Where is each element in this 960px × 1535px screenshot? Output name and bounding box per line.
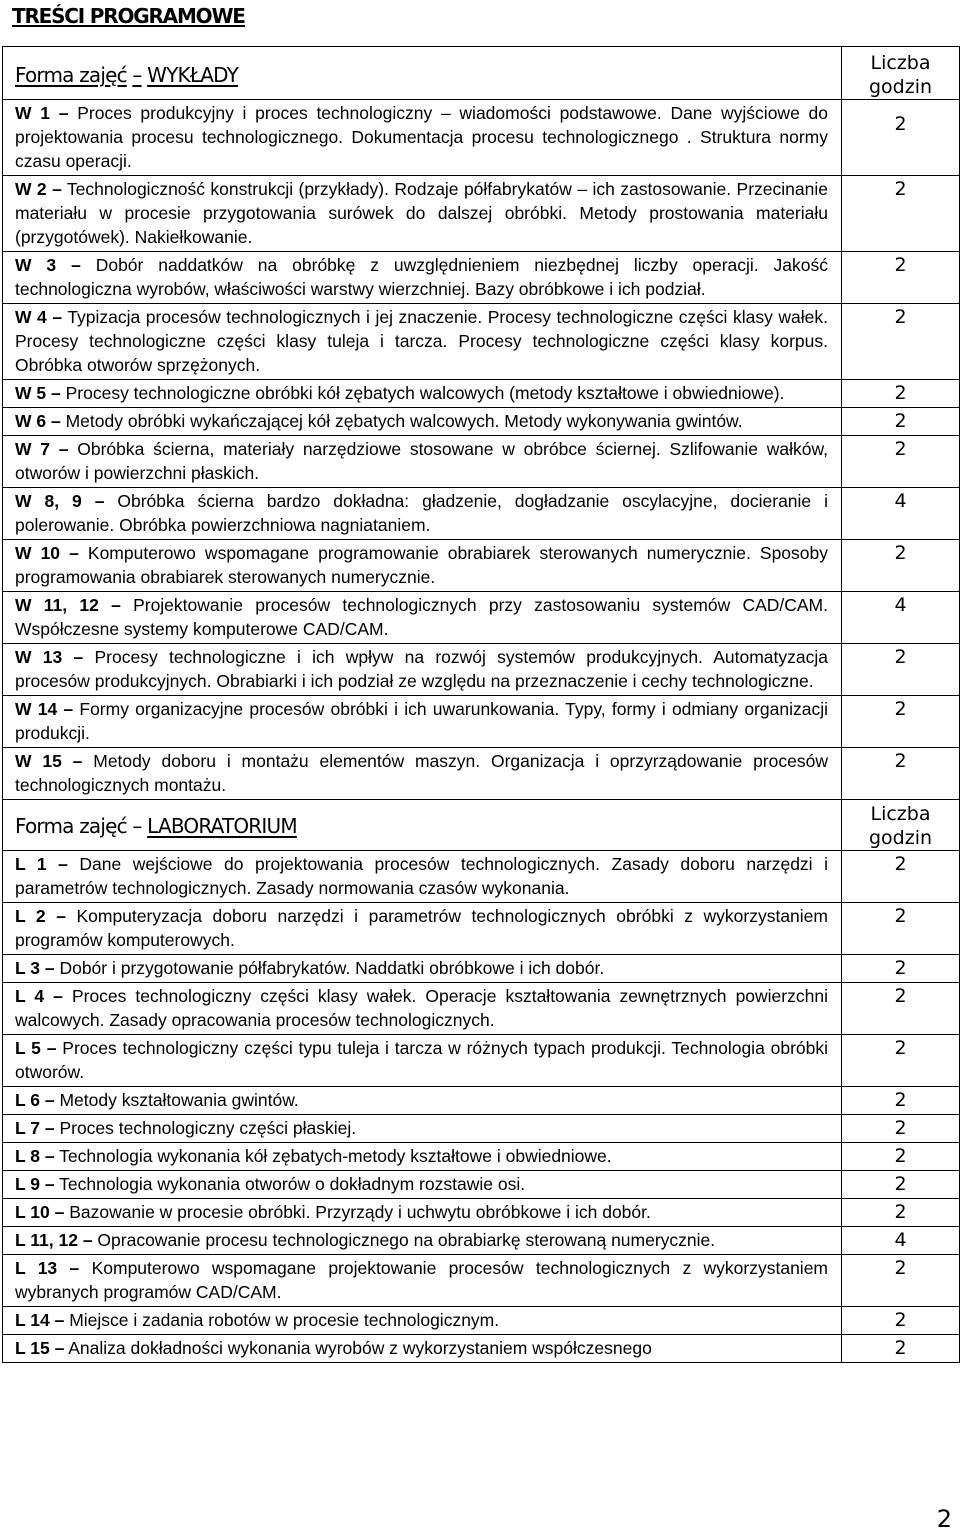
labs-topic xyxy=(3,1143,841,1170)
labs-hours-value: 2 xyxy=(894,1309,907,1331)
lectures-topic-text: Metody obróbki wykańczającej kół zębatych walcowych. Metody wykonywania gwintów. xyxy=(65,411,743,431)
labs-row xyxy=(3,983,960,1035)
labs-topic xyxy=(3,851,841,902)
labs-topic-dash: – xyxy=(44,1118,55,1138)
lectures-hours-value: 2 xyxy=(894,382,907,404)
labs-row xyxy=(3,1171,960,1199)
labs-topic-text: Analiza dokładności wykonania wyrobów z wykorzystaniem współczesnego xyxy=(68,1338,652,1358)
lectures-topic-dash: – xyxy=(72,751,83,771)
lectures-hours-cell xyxy=(842,408,960,436)
lectures-topic-dash: – xyxy=(58,439,69,459)
lectures-hours-cell xyxy=(842,696,960,748)
labs-topic-cell xyxy=(3,1115,842,1143)
lectures-row xyxy=(3,304,960,380)
labs-topic xyxy=(3,1227,841,1254)
labs-row xyxy=(3,1307,960,1335)
labs-topic xyxy=(3,1307,841,1334)
lectures-topic-text: Typizacja procesów technologicznych i jej znaczenie. Procesy technologiczne części klasy wałek. Procesy technologiczne części klasy tuleja i tarcza. Procesy technologiczne części klasy korpus. Obróbka otworów sprzężonych. xyxy=(15,307,828,375)
labs-topic-cell xyxy=(3,851,842,903)
labs-row xyxy=(3,851,960,903)
labs-row xyxy=(3,955,960,983)
labs-row xyxy=(3,1115,960,1143)
lectures-title-cell xyxy=(3,47,842,100)
lectures-topic-cell xyxy=(3,644,842,696)
lectures-topic-code: W 5 xyxy=(15,383,47,403)
lectures-form-name: WYKŁADY xyxy=(147,63,239,87)
lectures-topic-code: W 15 xyxy=(15,751,62,771)
labs-hours-header-line2: godzin xyxy=(868,827,933,849)
lectures-hours-cell xyxy=(842,304,960,380)
labs-hours-cell xyxy=(842,955,960,983)
lectures-hours-cell xyxy=(842,592,960,644)
lectures-topic xyxy=(3,100,841,175)
lectures-row xyxy=(3,644,960,696)
lectures-topic-code: W 7 xyxy=(15,439,50,459)
lectures-row xyxy=(3,252,960,304)
lectures-topic-code: W 3 xyxy=(15,255,57,275)
lectures-topic xyxy=(3,380,841,407)
lectures-hours-cell xyxy=(842,540,960,592)
labs-topic xyxy=(3,1255,841,1306)
labs-hours-value: 2 xyxy=(894,905,907,927)
labs-title-cell xyxy=(3,800,842,851)
lectures-topic-dash: – xyxy=(63,699,74,719)
lectures-topic xyxy=(3,540,841,591)
lectures-hours-cell xyxy=(842,252,960,304)
labs-topic-text: Proces technologiczny części klasy wałek. Operacje kształtowania zewnętrznych powierzchni walcowych. Zasady opracowania procesów technologicznych. xyxy=(15,986,828,1030)
lectures-topic-code: W 13 xyxy=(15,647,63,667)
labs-topic-text: Metody kształtowania gwintów. xyxy=(59,1090,299,1110)
lectures-topic xyxy=(3,252,841,303)
labs-topic-code: L 2 xyxy=(15,906,46,926)
labs-row xyxy=(3,1227,960,1255)
labs-topic xyxy=(3,1087,841,1114)
program-table-body xyxy=(3,47,960,1363)
lectures-topic-cell xyxy=(3,408,842,436)
lectures-topic-text: Formy organizacyjne procesów obróbki i ich uwarunkowania. Typy, formy i odmiany organizacji produkcji. xyxy=(15,699,828,743)
lectures-row xyxy=(3,408,960,436)
labs-hours-cell xyxy=(842,903,960,955)
lectures-hours-value: 2 xyxy=(894,438,907,460)
lectures-topic-dash: – xyxy=(58,103,69,123)
labs-topic-dash: – xyxy=(46,1038,57,1058)
labs-topic-dash: – xyxy=(54,1310,65,1330)
labs-topic-cell xyxy=(3,903,842,955)
lectures-hours-value: 2 xyxy=(894,113,907,135)
labs-topic-dash: – xyxy=(54,1202,65,1222)
labs-row xyxy=(3,1087,960,1115)
labs-topic-code: L 8 xyxy=(15,1146,40,1166)
lectures-hours-cell xyxy=(842,380,960,408)
lectures-hours-header-line1: Liczba xyxy=(870,52,931,74)
lectures-topic xyxy=(3,488,841,539)
lectures-row xyxy=(3,176,960,252)
labs-hours-cell xyxy=(842,1143,960,1171)
program-table xyxy=(2,46,960,1363)
labs-topic-code: L 14 xyxy=(15,1310,50,1330)
labs-topic-code: L 3 xyxy=(15,958,40,978)
labs-row xyxy=(3,1255,960,1307)
labs-topic-cell xyxy=(3,955,842,983)
labs-hours-value: 4 xyxy=(894,1229,907,1251)
lectures-topic-text: Obróbka ścierna, materiały narzędziowe stosowane w obróbce ściernej. Szlifowanie wałków, otworów i powierzchni płaskich. xyxy=(15,439,828,483)
labs-hours-header xyxy=(842,800,960,851)
labs-form-label: Forma zajęć xyxy=(15,814,127,838)
lectures-topic-code: W 6 xyxy=(15,411,47,431)
labs-topic-dash: – xyxy=(58,854,68,874)
labs-hours-value: 2 xyxy=(894,957,907,979)
labs-topic-cell xyxy=(3,1307,842,1335)
lectures-hours-cell xyxy=(842,176,960,252)
lectures-topic-dash: – xyxy=(51,411,61,431)
lectures-topic-text: Dobór naddatków na obróbkę z uwzględnieniem niezbędnej liczby operacji. Jakość technologiczna wyrobów, właściwości warstwy wierzchniej. Bazy obróbkowe i ich podział. xyxy=(15,255,829,299)
lectures-topic-cell xyxy=(3,488,842,540)
labs-topic-dash: – xyxy=(69,1258,80,1278)
lectures-hours-value: 2 xyxy=(894,306,907,328)
lectures-topic-dash: – xyxy=(51,383,61,403)
lectures-topic-cell xyxy=(3,436,842,488)
labs-hours-value: 2 xyxy=(894,1037,907,1059)
lectures-hours-header xyxy=(842,47,960,100)
labs-topic xyxy=(3,983,841,1034)
labs-topic-dash: – xyxy=(53,986,63,1006)
lectures-topic xyxy=(3,696,841,747)
labs-topic-dash: – xyxy=(44,1146,55,1166)
labs-row xyxy=(3,1335,960,1363)
labs-row xyxy=(3,1143,960,1171)
labs-topic-text: Komputerowo wspomagane projektowanie procesów technologicznych z wykorzystaniem wybranych programów CAD/CAM. xyxy=(15,1258,828,1302)
lectures-row xyxy=(3,100,960,176)
lectures-topic xyxy=(3,748,841,799)
labs-row xyxy=(3,1199,960,1227)
lectures-topic-dash: – xyxy=(73,647,84,667)
labs-topic-text: Bazowanie w procesie obróbki. Przyrządy i uchwytu obróbkowe i ich dobór. xyxy=(69,1202,651,1222)
lectures-topic-code: W 14 xyxy=(15,699,58,719)
lectures-topic-cell xyxy=(3,696,842,748)
lectures-topic xyxy=(3,304,841,379)
lectures-topic-cell xyxy=(3,252,842,304)
labs-hours-value: 2 xyxy=(894,1145,907,1167)
lectures-hours-cell xyxy=(842,644,960,696)
lectures-topic-dash: – xyxy=(71,255,81,275)
labs-topic-cell xyxy=(3,1143,842,1171)
lectures-row xyxy=(3,380,960,408)
labs-hours-value: 2 xyxy=(894,1117,907,1139)
labs-topic xyxy=(3,1335,841,1362)
labs-hours-value: 2 xyxy=(894,1257,907,1279)
labs-hours-cell xyxy=(842,1199,960,1227)
lectures-topic-text: Projektowanie procesów technologicznych przy zastosowaniu systemów CAD/CAM. Współczesne systemy komputerowe CAD/CAM. xyxy=(15,595,828,639)
labs-topic xyxy=(3,1199,841,1226)
labs-topic-code: L 10 xyxy=(15,1202,50,1222)
labs-hours-cell xyxy=(842,1335,960,1363)
lectures-topic-text: Metody doboru i montażu elementów maszyn. Organizacja i oprzyrządowanie procesów technologicznych montażu. xyxy=(15,751,828,795)
lectures-topic-text: Proces produkcyjny i proces technologiczny – wiadomości podstawowe. Dane wyjściowe do projektowania procesu technologicznego. Dokumentacja procesu technologicznego . Struktura normy czasu operacji. xyxy=(15,103,828,171)
labs-topic-code: L 11, 12 xyxy=(15,1230,78,1250)
labs-topic-text: Technologia wykonania kół zębatych-metody kształtowe i obwiedniowe. xyxy=(59,1146,612,1166)
labs-topic xyxy=(3,1035,841,1086)
labs-topic-code: L 15 xyxy=(15,1338,50,1358)
lectures-topic-dash: – xyxy=(52,307,63,327)
labs-topic-text: Technologia wykonania otworów o dokładnym rozstawie osi. xyxy=(59,1174,526,1194)
lectures-topic-text: Technologiczność konstrukcji (przykłady). Rodzaje półfabrykatów – ich zastosowanie. Przecinanie materiału w procesie przygotowania surówek do dalszej obróbki. Metody prostowania materiału (przygotówek). Nakiełkowanie. xyxy=(15,179,828,247)
lectures-hours-value: 2 xyxy=(894,254,907,276)
lectures-hours-value: 2 xyxy=(894,646,907,668)
lectures-hours-value: 2 xyxy=(894,542,907,564)
lectures-topic-cell xyxy=(3,100,842,176)
labs-topic-dash: – xyxy=(54,1338,65,1358)
lectures-hours-value: 2 xyxy=(894,178,907,200)
labs-topic-text: Proces technologiczny części płaskiej. xyxy=(59,1118,357,1138)
lectures-row xyxy=(3,696,960,748)
lectures-topic xyxy=(3,408,841,435)
lectures-form-title xyxy=(3,47,841,93)
lectures-topic xyxy=(3,436,841,487)
labs-topic-text: Komputeryzacja doboru narzędzi i parametrów technologicznych obróbki z wykorzystaniem programów komputerowych. xyxy=(15,906,828,950)
labs-topic-text: Proces technologiczny części typu tuleja i tarcza w różnych typach produkcji. Technologia obróbki otworów. xyxy=(15,1038,828,1082)
section-heading: TREŚCI PROGRAMOWE xyxy=(12,4,245,28)
labs-topic-cell xyxy=(3,1087,842,1115)
labs-hours-value: 2 xyxy=(894,1089,907,1111)
lectures-topic-dash: – xyxy=(94,491,105,511)
lectures-form-dash: – xyxy=(132,63,142,87)
labs-topic-text: Opracowanie procesu technologicznego na obrabiarkę sterowaną numerycznie. xyxy=(97,1230,716,1250)
labs-topic xyxy=(3,1171,841,1198)
lectures-topic-code: W 10 xyxy=(15,543,61,563)
labs-form-title xyxy=(3,800,841,844)
lectures-topic-text: Komputerowo wspomagane programowanie obrabiarek sterowanych numerycznie. Sposoby programowania obrabiarek sterowanych numerycznie. xyxy=(15,543,828,587)
lectures-topic-text: Procesy technologiczne obróbki kół zębatych walcowych (metody kształtowe i obwiedniowe). xyxy=(65,383,785,403)
lectures-hours-cell xyxy=(842,748,960,800)
lectures-topic-dash: – xyxy=(52,179,62,199)
labs-topic-cell xyxy=(3,1335,842,1363)
lectures-hours-value: 2 xyxy=(894,410,907,432)
labs-topic-dash: – xyxy=(56,906,66,926)
lectures-hours-value: 2 xyxy=(894,698,907,720)
labs-topic-dash: – xyxy=(82,1230,93,1250)
lectures-topic-code: W 1 xyxy=(15,103,50,123)
lectures-topic-cell xyxy=(3,304,842,380)
lectures-row xyxy=(3,540,960,592)
lectures-topic-cell xyxy=(3,748,842,800)
labs-topic-text: Dane wejściowe do projektowania procesów technologicznych. Zasady doboru narzędzi i parametrów technologicznych. Zasady normowania czasów wykonania. xyxy=(15,854,828,898)
lectures-topic-cell xyxy=(3,592,842,644)
labs-topic-dash: – xyxy=(44,958,55,978)
lectures-hours-value: 4 xyxy=(894,594,907,616)
labs-hours-cell xyxy=(842,1115,960,1143)
labs-hours-cell xyxy=(842,1227,960,1255)
labs-topic-cell xyxy=(3,1227,842,1255)
labs-hours-header-line1: Liczba xyxy=(870,803,931,825)
labs-topic-text: Dobór i przygotowanie półfabrykatów. Naddatki obróbkowe i ich dobór. xyxy=(59,958,605,978)
labs-topic-text: Miejsce i zadania robotów w procesie technologicznym. xyxy=(69,1310,500,1330)
lectures-title-row xyxy=(3,47,960,100)
lectures-topic-cell xyxy=(3,380,842,408)
lectures-topic-code: W 8, 9 xyxy=(15,491,82,511)
labs-topic-cell xyxy=(3,1255,842,1307)
lectures-topic xyxy=(3,592,841,643)
labs-form-dash: – xyxy=(132,814,142,838)
labs-topic-cell xyxy=(3,983,842,1035)
labs-topic-cell xyxy=(3,1199,842,1227)
lectures-topic-cell xyxy=(3,540,842,592)
labs-hours-cell xyxy=(842,1255,960,1307)
labs-topic-code: L 4 xyxy=(15,986,45,1006)
lectures-row xyxy=(3,436,960,488)
labs-hours-cell xyxy=(842,1171,960,1199)
lectures-row xyxy=(3,488,960,540)
labs-topic-code: L 6 xyxy=(15,1090,40,1110)
labs-row xyxy=(3,903,960,955)
lectures-topic-code: W 4 xyxy=(15,307,47,327)
labs-hours-cell xyxy=(842,1307,960,1335)
labs-hours-cell xyxy=(842,1035,960,1087)
labs-topic-cell xyxy=(3,1171,842,1199)
lectures-topic-code: W 11, 12 xyxy=(15,595,99,615)
labs-topic-cell xyxy=(3,1035,842,1087)
labs-hours-cell xyxy=(842,851,960,903)
lectures-topic-cell xyxy=(3,176,842,252)
labs-hours-value: 2 xyxy=(894,853,907,875)
lectures-topic xyxy=(3,644,841,695)
labs-hours-value: 2 xyxy=(894,985,907,1007)
labs-hours-value: 2 xyxy=(894,1201,907,1223)
lectures-hours-value: 4 xyxy=(894,490,907,512)
lectures-topic xyxy=(3,176,841,251)
lectures-topic-text: Procesy technologiczne i ich wpływ na rozwój systemów produkcyjnych. Automatyzacja procesów produkcyjnych. Obrabiarki i ich podział ze względu na przeznaczenie i cechy technologiczne. xyxy=(15,647,828,691)
lectures-topic-dash: – xyxy=(69,543,79,563)
labs-hours-value: 2 xyxy=(894,1173,907,1195)
lectures-form-label: Forma zajęć xyxy=(15,63,127,87)
labs-form-name: LABORATORIUM xyxy=(147,814,297,838)
lectures-hours-cell xyxy=(842,100,960,176)
lectures-hours-cell xyxy=(842,436,960,488)
lectures-topic-dash: – xyxy=(111,595,121,615)
labs-hours-value: 2 xyxy=(894,1337,907,1359)
labs-topic-code: L 13 xyxy=(15,1258,58,1278)
lectures-hours-value: 2 xyxy=(894,750,907,772)
lectures-row xyxy=(3,748,960,800)
lectures-topic-code: W 2 xyxy=(15,179,47,199)
labs-topic xyxy=(3,955,841,982)
lectures-topic-text: Obróbka ścierna bardzo dokładna: gładzenie, dogładzanie oscylacyjne, docieranie i polerowanie. Obróbka powierzchniowa nagniataniem. xyxy=(15,491,828,535)
page-number: 2 xyxy=(936,1505,952,1533)
labs-topic-code: L 1 xyxy=(15,854,47,874)
labs-topic-code: L 9 xyxy=(15,1174,40,1194)
labs-row xyxy=(3,1035,960,1087)
labs-topic-code: L 5 xyxy=(15,1038,41,1058)
labs-topic xyxy=(3,1115,841,1142)
lectures-row xyxy=(3,592,960,644)
labs-topic xyxy=(3,903,841,954)
labs-topic-dash: – xyxy=(44,1174,55,1194)
labs-topic-code: L 7 xyxy=(15,1118,40,1138)
lectures-hours-cell xyxy=(842,488,960,540)
lectures-hours-header-line2: godzin xyxy=(868,76,933,98)
labs-title-row xyxy=(3,800,960,851)
labs-hours-cell xyxy=(842,1087,960,1115)
labs-topic-dash: – xyxy=(44,1090,55,1110)
labs-hours-cell xyxy=(842,983,960,1035)
